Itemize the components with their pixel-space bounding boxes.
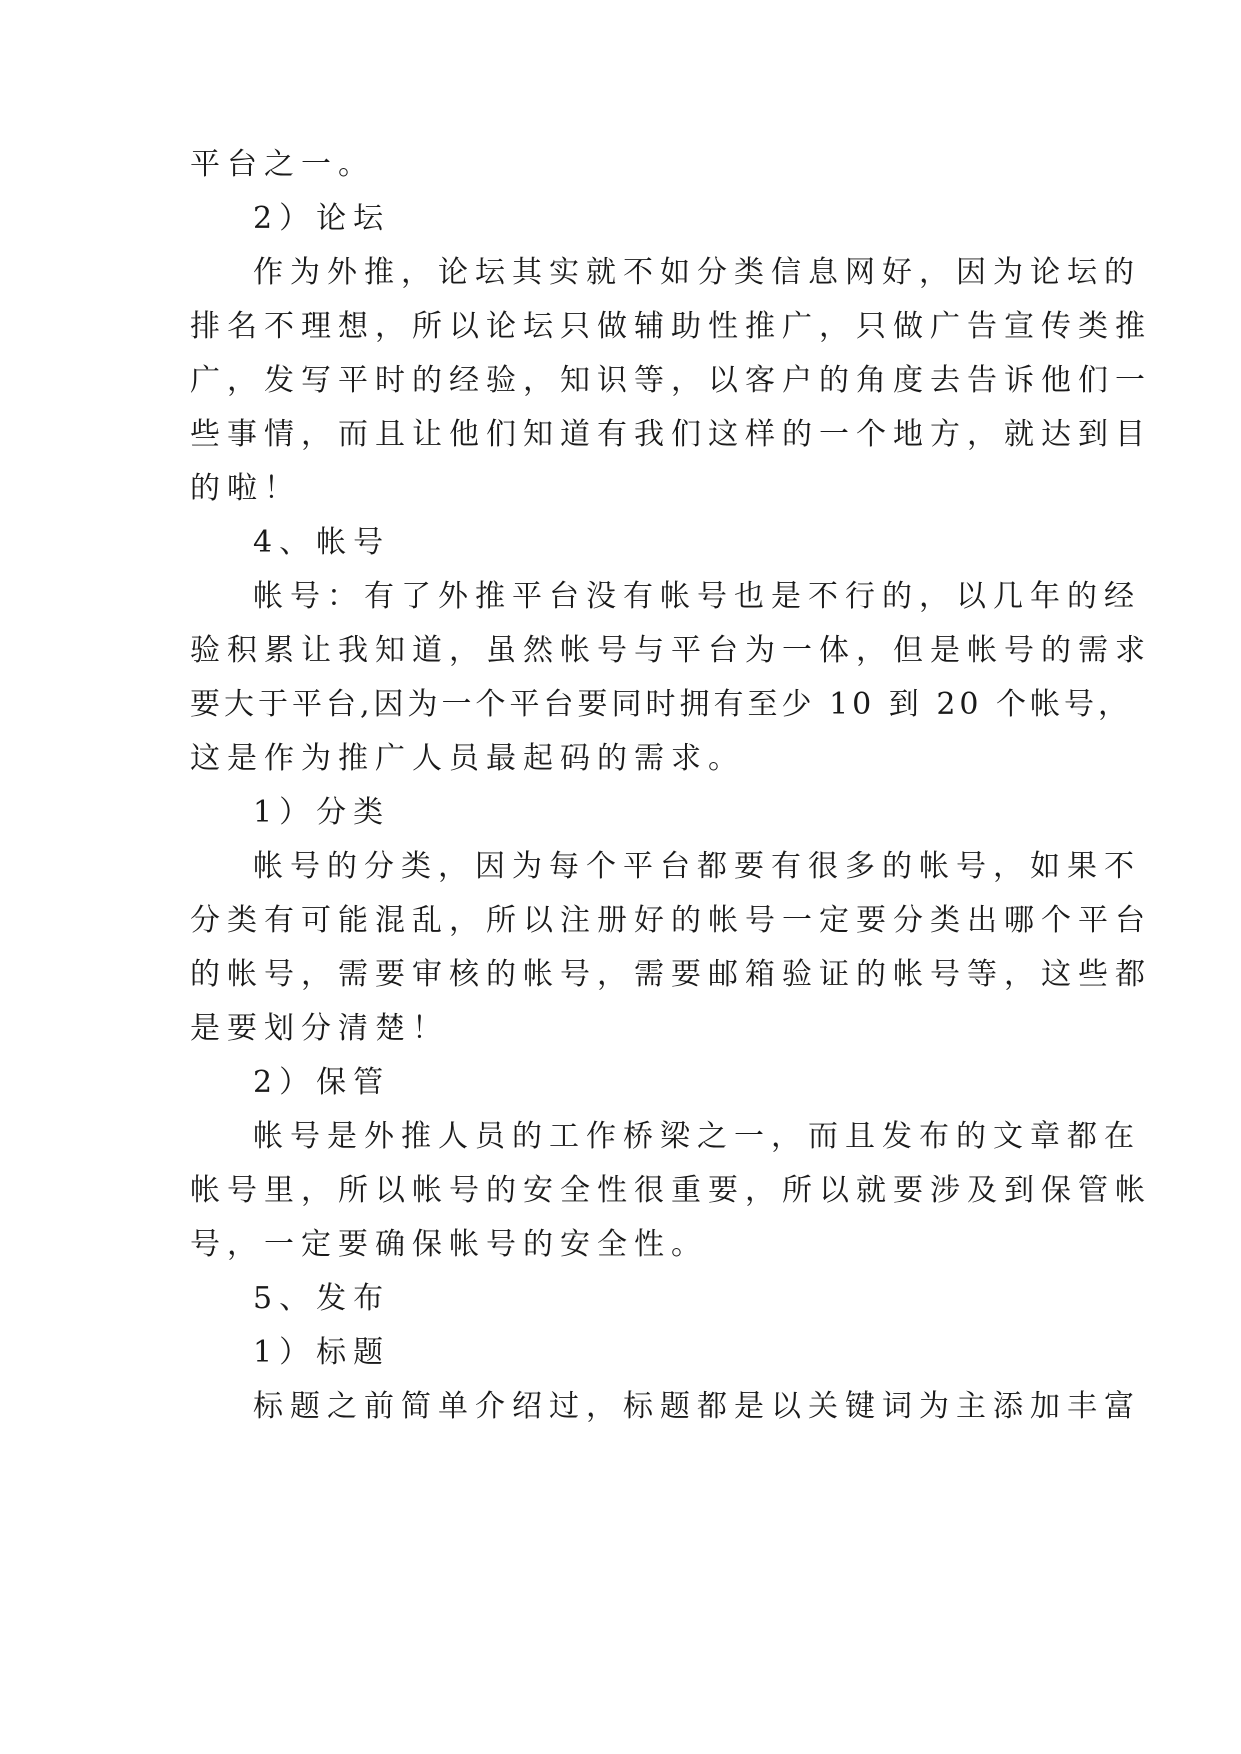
- text-line: 帐号里，所以帐号的安全性很重要，所以就要涉及到保管帐: [190, 1173, 1152, 1208]
- section-heading: 2）论坛: [253, 201, 391, 236]
- text-line: 是要划分清楚！: [190, 1011, 449, 1046]
- text-line: 排名不理想，所以论坛只做辅助性推广，只做广告宣传类推: [190, 309, 1152, 344]
- section-heading: 2）保管: [253, 1065, 391, 1100]
- text-line: 验积累让我知道，虽然帐号与平台为一体，但是帐号的需求: [190, 633, 1152, 668]
- text-line: 广，发写平时的经验，知识等，以客户的角度去告诉他们一: [190, 363, 1152, 398]
- text-line: 分类有可能混乱，所以注册好的帐号一定要分类出哪个平台: [190, 903, 1152, 938]
- text-line: 要大于平台,因为一个平台要同时拥有至少 10 到 20 个帐号，: [190, 687, 1133, 722]
- section-heading: 1）分类: [253, 795, 391, 830]
- section-heading: 4、帐号: [253, 525, 391, 560]
- text-line: 的啦！: [190, 471, 301, 506]
- text-line: 平台之一。: [190, 147, 375, 182]
- text-line: 帐号是外推人员的工作桥梁之一，而且发布的文章都在: [253, 1119, 1141, 1154]
- text-line: 的帐号，需要审核的帐号，需要邮箱验证的帐号等，这些都: [190, 957, 1152, 992]
- text-line: 作为外推，论坛其实就不如分类信息网好，因为论坛的: [253, 255, 1141, 290]
- section-heading: 1）标题: [253, 1335, 391, 1370]
- text-line: 些事情，而且让他们知道有我们这样的一个地方，就达到目: [190, 417, 1152, 452]
- text-line: 帐号：有了外推平台没有帐号也是不行的，以几年的经: [253, 579, 1141, 614]
- text-line: 这是作为推广人员最起码的需求。: [190, 741, 745, 776]
- section-heading: 5、发布: [253, 1281, 391, 1316]
- text-line: 帐号的分类，因为每个平台都要有很多的帐号，如果不: [253, 849, 1141, 884]
- text-line: 号，一定要确保帐号的安全性。: [190, 1227, 708, 1262]
- text-line: 标题之前简单介绍过，标题都是以关键词为主添加丰富: [253, 1389, 1141, 1424]
